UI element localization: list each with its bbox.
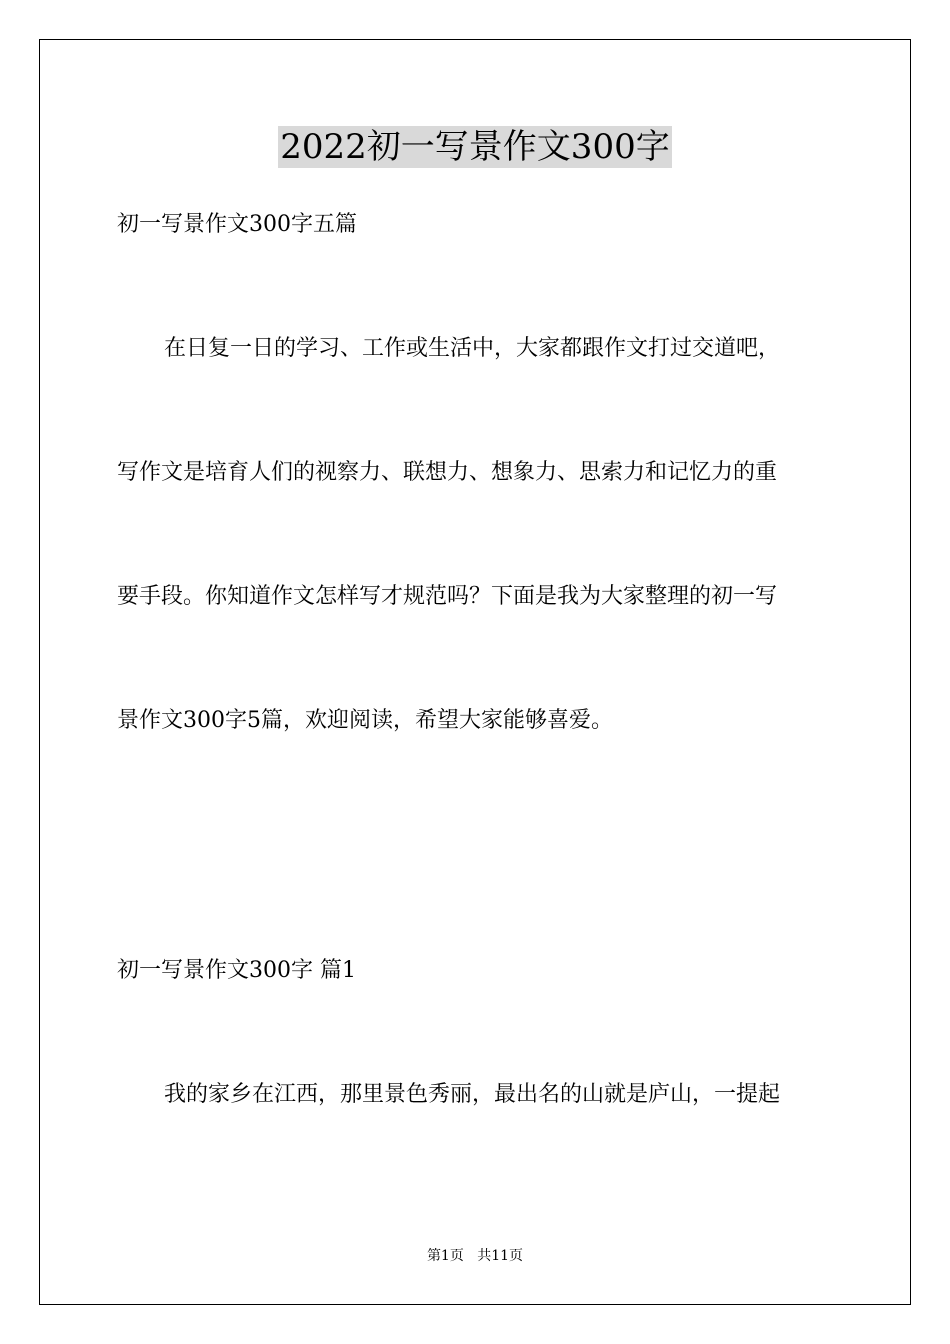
- intro-line-1: 在日复一日的学习、工作或生活中，大家都跟作文打过交道吧，: [164, 336, 781, 361]
- title-container: [0, 126, 950, 168]
- intro-line-4: 景作文300字5篇，欢迎阅读，希望大家能够喜爱。: [117, 708, 613, 733]
- intro-line-3: 要手段。你知道作文怎样写才规范吗？下面是我为大家整理的初一写: [117, 584, 778, 609]
- section-heading: 初一写景作文300字 篇1: [117, 958, 356, 983]
- document-subtitle: 初一写景作文300字五篇: [117, 212, 357, 237]
- document-title: 2022初一写景作文300字: [280, 127, 670, 167]
- section-line-1: 我的家乡在江西，那里景色秀丽，最出名的山就是庐山，一提起: [164, 1082, 781, 1107]
- intro-line-2: 写作文是培育人们的视察力、联想力、想象力、思索力和记忆力的重: [117, 460, 778, 485]
- page-footer: [0, 1247, 950, 1265]
- page-current: 第1页: [426, 1248, 464, 1264]
- page-total: 共11页: [477, 1248, 524, 1264]
